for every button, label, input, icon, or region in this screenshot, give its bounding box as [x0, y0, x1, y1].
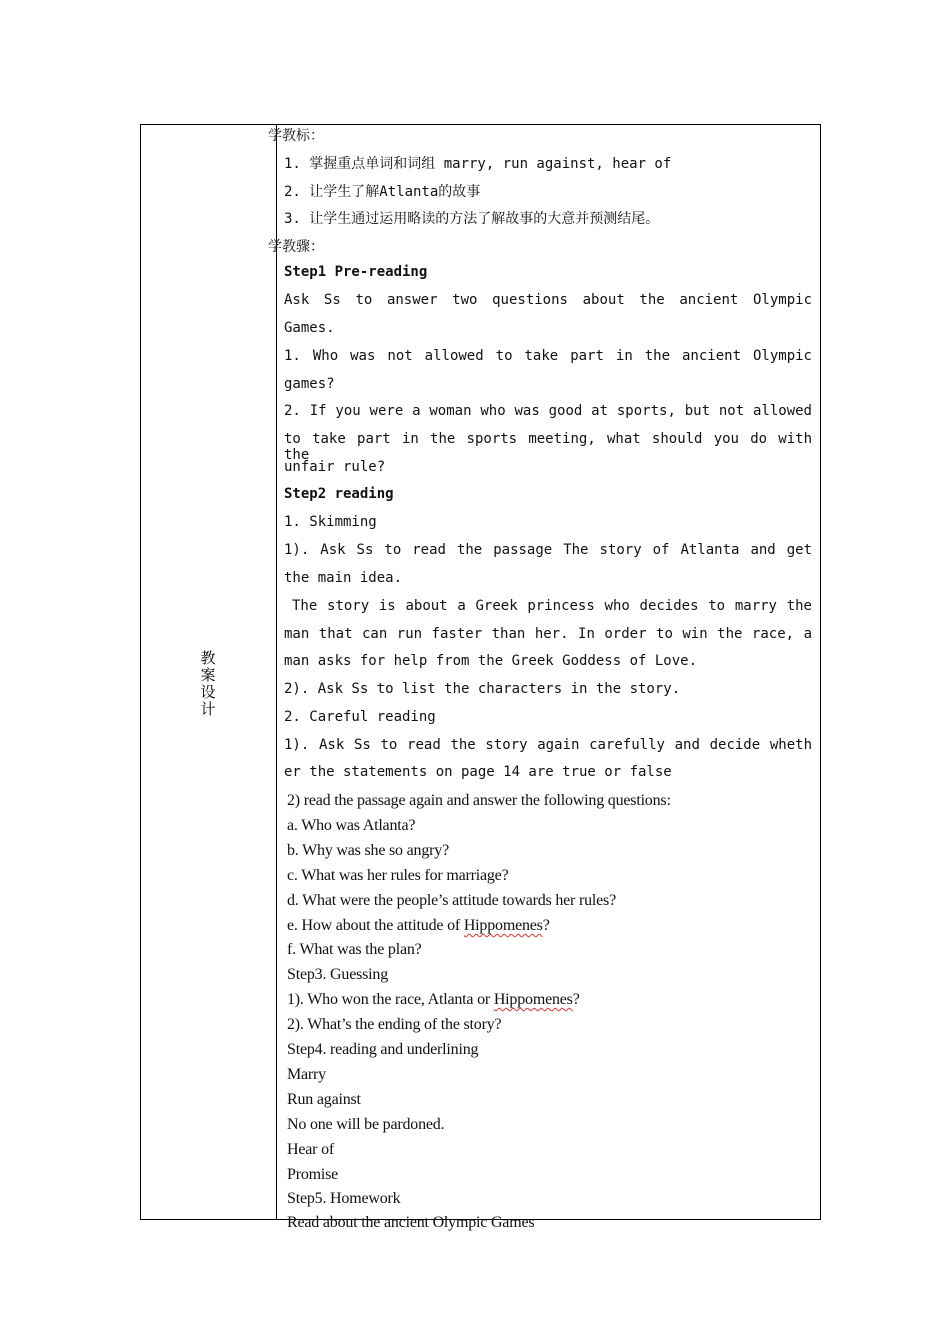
step1-question-2: 2. If you were a woman who was good at sports, but not allowed [284, 403, 812, 419]
skimming-task-1: 1). Ask Ss to read the passage The story of Atlanta and get [284, 542, 812, 558]
step1-question-2-end: unfair rule? [284, 459, 386, 475]
objectives-heading: 学教标： [268, 128, 324, 144]
guess-question-1-suffix: ? [572, 991, 580, 1008]
question-a: a. Who was Atlanta? [287, 817, 416, 834]
step1-question-2-cont: to take part in the sports meeting, what should you do with the [284, 431, 812, 463]
spellcheck-name: Hippomenes [463, 917, 543, 934]
left-column-label [196, 650, 220, 718]
objective-item: 3. 让学生通过运用略读的方法了解故事的大意并预测结尾。 [284, 211, 660, 227]
vocab-item: No one will be pardoned. [287, 1116, 445, 1133]
question-e-prefix: e. How about the attitude of [287, 917, 464, 934]
step3-title: Step3. Guessing [287, 966, 389, 983]
label-char: 设 [200, 683, 216, 701]
guess-question-2: 2). What’s the ending of the story? [287, 1016, 502, 1033]
step1-intro-cont: Games. [284, 320, 335, 336]
story-summary-cont: man that can run faster than her. In order to win the race, a [284, 626, 812, 642]
guess-question-1 [287, 991, 580, 1009]
story-summary-end: man asks for help from the Greek Goddess of Love. [284, 653, 698, 669]
step1-question-1: 1. Who was not allowed to take part in the ancient Olympic [284, 348, 812, 364]
skimming-task-1-cont: the main idea. [284, 570, 403, 586]
cut-off-text: Read about the ancient Olympic Games [287, 1214, 535, 1231]
label-char: 案 [200, 666, 216, 684]
vocab-item: Promise [287, 1166, 339, 1183]
steps-heading: 学教骤： [268, 239, 324, 255]
skimming-heading: 1. Skimming [284, 514, 377, 530]
questions-intro: 2) read the passage again and answer the following questions: [287, 792, 671, 809]
column-divider [276, 124, 277, 1220]
step1-title: Step1 Pre-reading [284, 264, 428, 280]
label-char: 计 [200, 700, 216, 718]
vocab-item: Hear of [287, 1141, 335, 1158]
objective-item: 1. 掌握重点单词和词组 marry, run against, hear of [284, 156, 672, 172]
question-d: d. What were the people’s attitude towards her rules? [287, 892, 616, 909]
guess-question-1-prefix: 1). Who won the race, Atlanta or [287, 991, 494, 1008]
vocab-item: Run against [287, 1091, 361, 1108]
question-b: b. Why was she so angry? [287, 842, 449, 859]
careful-task-1: 1). Ask Ss to read the story again carefully and decide wheth [284, 737, 812, 753]
step5-title: Step5. Homework [287, 1190, 401, 1207]
objective-item: 2. 让学生了解Atlanta的故事 [284, 184, 481, 200]
step4-title: Step4. reading and underlining [287, 1041, 479, 1058]
step2-title: Step2 reading [284, 486, 394, 502]
step1-intro: Ask Ss to answer two questions about the ancient Olympic [284, 292, 812, 308]
question-e [287, 917, 550, 935]
careful-reading-heading: 2. Careful reading [284, 709, 436, 725]
story-summary: The story is about a Greek princess who decides to marry the [292, 598, 812, 614]
label-char: 教 [200, 649, 216, 667]
cut-off-line [287, 1212, 727, 1231]
step1-question-1-cont: games? [284, 376, 335, 392]
lesson-table [140, 124, 821, 1220]
spellcheck-name: Hippomenes [493, 991, 573, 1008]
question-f: f. What was the plan? [287, 941, 422, 958]
careful-task-1-cont: er the statements on page 14 are true or false [284, 764, 672, 780]
question-e-suffix: ? [542, 917, 550, 934]
vocab-item: Marry [287, 1066, 326, 1083]
skimming-task-2: 2). Ask Ss to list the characters in the story. [284, 681, 681, 697]
question-c: c. What was her rules for marriage? [287, 867, 509, 884]
